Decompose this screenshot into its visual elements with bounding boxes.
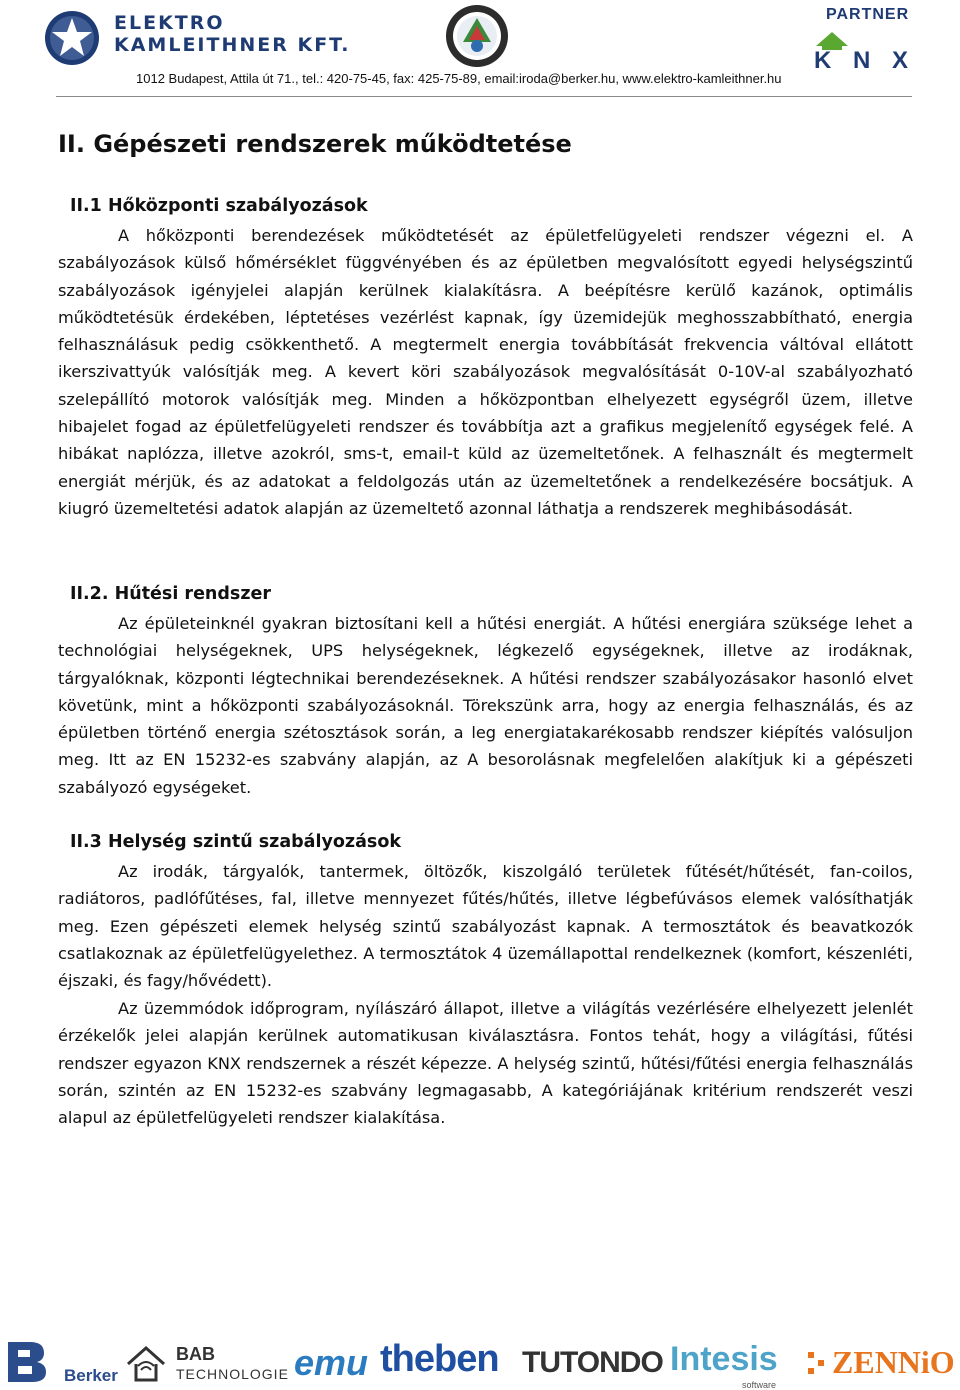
tutondo-logo (522, 1346, 663, 1380)
partner-logos-footer (0, 1336, 960, 1389)
section-3-paragraph-2: Az üzemmódok időprogram, nyílászáró állapot, illetve a világítás vezérlésére elhelyezett jelenlét érzékelők jelei alapján kerülnek automatikusan kiválasztásra. Fontos tehát, hogy a világítási, fűtési rendszer egyazon KNX rendszernek a részét képezze. A helység szintű, hűtési/fűtési energia felhasználás során, szintén az EN 15232-es szabvány legmagasabb, A kategóriájának kritérium rendszerét veszi alapul az épületfelügyeleti rendszer kialakítása. (58, 999, 913, 1128)
emu-text: emu (294, 1342, 369, 1383)
emu-logo (294, 1342, 368, 1384)
bab-subtext: TECHNOLOGIE (176, 1366, 289, 1382)
bab-logo (124, 1342, 289, 1388)
star-logo-icon (44, 10, 100, 66)
bab-text: BAB (176, 1344, 215, 1364)
knx-partner-label: PARTNER (826, 6, 910, 23)
zennio-text: ZENNiO (832, 1344, 955, 1380)
berker-text: Berker (64, 1366, 118, 1385)
theben-logo (380, 1338, 499, 1381)
theben-text: theben (380, 1338, 499, 1380)
tutondo-text: TUTONDO (522, 1346, 663, 1379)
company-address: 1012 Budapest, Attila út 71., tel.: 420-75-45, fax: 425-75-89, email:iroda@berker.hu, www.elektro-kamleithner.hu (136, 71, 782, 86)
section-heading-3: II.3 Helység szintű szabályozások (70, 832, 401, 852)
knx-logo-icon (814, 26, 910, 70)
berker-logo (4, 1338, 118, 1388)
intesis-subtext: software (742, 1380, 777, 1390)
bab-house-icon (124, 1342, 168, 1384)
intesis-text: Intesis (670, 1340, 778, 1378)
company-name (114, 14, 350, 55)
berker-b-icon (4, 1338, 50, 1384)
intesis-logo (670, 1340, 778, 1390)
page-title: II. Gépészeti rendszerek működtetése (58, 130, 572, 158)
section-2-paragraph: Az épületeinknél gyakran biztosítani kell a hűtési energiát. A hűtési energiára szüksége lehet a technológiai helységeknek, UPS helységeknek, légkezelő egységeknek, illetve az irodáknak, tárgyalóknak, központi légtechnikai berendezéseknek. A hűtési rendszer szabályozásakor hasonló elvet követünk, mint a hőközponti szabályozásoknál. Törekszünk arra, hogy az energia felhasználás, és az épületben történő energia szétosztások során, a leg energiatakarékosabb rendszer kiépítés valósuljon meg. Itt az EN 15232-es szabvány alapján, az A besorolásnak megfelelően alakítjuk ki a gépészeti szabályozó egységeket. (58, 614, 913, 797)
header-divider (56, 96, 912, 97)
certification-seal-icon (445, 4, 509, 68)
section-heading-1: II.1 Hőközponti szabályozások (70, 196, 368, 216)
company-name-line1: ELEKTRO (114, 12, 225, 34)
knx-text: KNX (814, 47, 908, 70)
section-1-paragraph: A hőközponti berendezések működtetését az épületfelügyeleti rendszer végezni el. A szabályozások külső hőmérséklet függvényében és az épületben megvalósított egyedi helységszintű szabályozások igényjelei alapján kerülnek kialakításra. A beépítésre kerülő kazánok, optimális működtetésük érdekében, léptetéses vezérlést kapnak, így üzemidejük meghosszabbítható, energia felhasználásuk pedig csökkenthető. A megtermelt energia továbbítását frekvencia váltóval ellátott ikerszivattyúk valósítják meg. A kevert köri szabályozások megvalósítását 0-10V-al szabályozható szelepállító motorok valósítják meg. Minden a hőközpontban elhelyezett egységről üzem, illetve hibajelet fogad az épületfelügyeleti rendszer és továbbítja azt a grafikus megjelenítő egységek felé. A hibákat naplózza, illetve azokról, sms-t, email-t küld az üzemeltetőnek. A felhasznált és megtermelt energiát mérjük, és az adatokat a feldolgozás után az üzemeltetőnek a rendelkezésére bocsátjuk. A kiugró üzemeltetési adatok alapján az üzemeltető azonnal láthatja a rendszerek meghibásodását. (58, 226, 913, 518)
section-heading-2: II.2. Hűtési rendszer (70, 584, 272, 604)
company-name-line2: KAMLEITHNER KFT. (114, 34, 351, 56)
page-header (0, 0, 960, 102)
zennio-mark-icon (806, 1348, 828, 1378)
section-3-paragraph-1: Az irodák, tárgyalók, tantermek, öltözők, kiszolgáló területek fűtését/hűtését, fan-coilos, radiátoros, padlófűtéses, fal, illetve mennyezet fűtés/hűtés, illetve légbefúvásos elemek valósíthatják meg. Ezen gépészeti elemek helység szintű szabályozást kapnak. A termosztátok és beavatkozók csatlakoznak az épületfelügyelethez. A termosztátok 4 üzemállapottal rendelkeznek (komfort, készenléti, éjszaki, és fagy/hővédett). (58, 862, 913, 991)
